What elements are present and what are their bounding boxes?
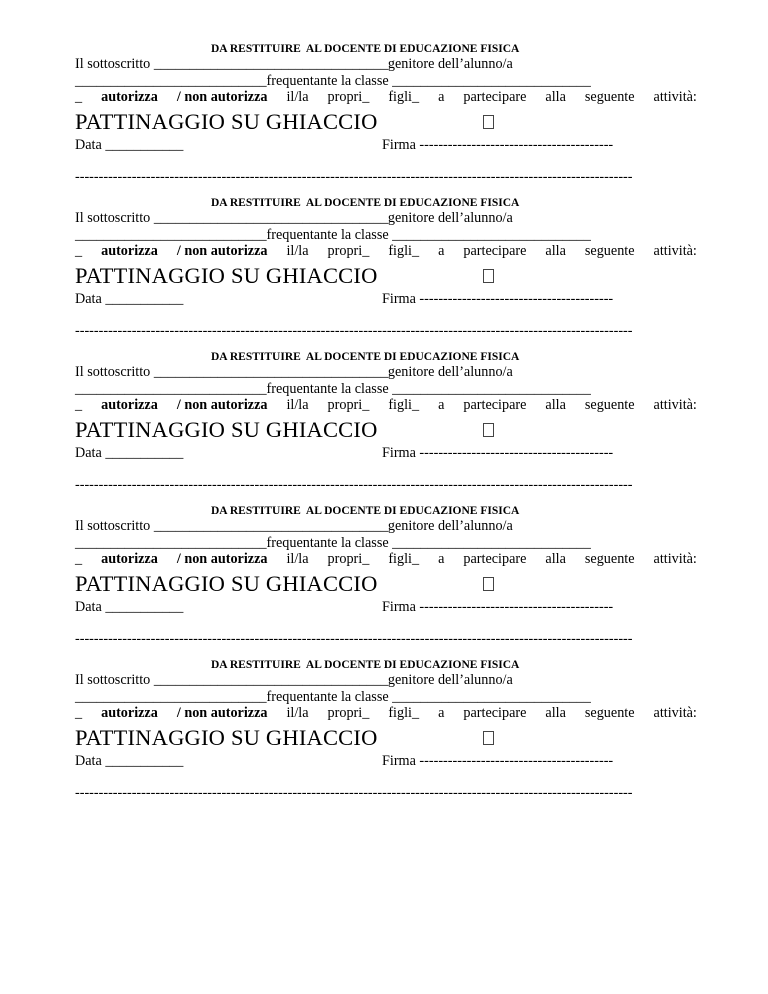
not-authorize-option: / non autorizza [176,89,268,105]
authorization-blank: _ [75,89,83,105]
cut-line: ---------------------------------------------------------------------------------------------------------------------- [75,477,633,493]
authorization-word: a [438,243,445,259]
authorize-option: autorizza [101,243,158,259]
authorization-line [75,551,697,568]
signature-field: Firma ----------------------------------------- [382,599,614,615]
slip-heading: DA RESTITUIRE AL DOCENTE DI EDUCAZIONE FISICA [211,505,520,517]
authorization-word: alla [545,243,566,259]
authorization-slip [0,42,768,196]
authorization-word: seguente [584,243,635,259]
not-authorize-option: / non autorizza [176,397,268,413]
authorization-word: a [438,397,445,413]
authorization-word: il/la [286,397,309,413]
date-field: Data ___________ [75,291,184,307]
slip-heading: DA RESTITUIRE AL DOCENTE DI EDUCAZIONE FISICA [211,659,520,671]
authorization-blank: _ [75,243,83,259]
authorization-word: figli_ [388,397,420,413]
authorization-word: seguente [584,551,635,567]
parent-name-line: Il sottoscritto _________________________________genitore dell’alunno/a [75,672,513,688]
authorization-word: attività: [653,243,697,259]
activity-title: PATTINAGGIO SU GHIACCIO [75,417,378,442]
authorization-slip [0,350,768,504]
authorization-word: propri_ [327,243,370,259]
authorization-word: partecipare [463,243,527,259]
cut-line: ---------------------------------------------------------------------------------------------------------------------- [75,323,633,339]
date-field: Data ___________ [75,445,184,461]
cut-line: ---------------------------------------------------------------------------------------------------------------------- [75,631,633,647]
authorize-option: autorizza [101,89,158,105]
not-authorize-option: / non autorizza [176,705,268,721]
authorize-option: autorizza [101,397,158,413]
activity-checkbox[interactable] [483,731,494,745]
authorization-word: a [438,705,445,721]
authorization-slip [0,196,768,350]
slip-heading: DA RESTITUIRE AL DOCENTE DI EDUCAZIONE FISICA [211,351,520,363]
authorization-slip [0,658,768,812]
authorization-word: propri_ [327,397,370,413]
student-class-line: ___________________________frequentante la classe ____________________________ [75,381,591,397]
authorization-line [75,243,697,260]
authorization-word: seguente [584,89,635,105]
slip-heading: DA RESTITUIRE AL DOCENTE DI EDUCAZIONE FISICA [211,43,520,55]
authorization-word: seguente [584,397,635,413]
authorization-blank: _ [75,551,83,567]
activity-checkbox[interactable] [483,423,494,437]
authorization-word: alla [545,551,566,567]
student-class-line: ___________________________frequentante la classe ____________________________ [75,73,591,89]
authorization-word: il/la [286,705,309,721]
signature-field: Firma ----------------------------------------- [382,137,614,153]
parent-name-line: Il sottoscritto _________________________________genitore dell’alunno/a [75,518,513,534]
authorization-word: alla [545,89,566,105]
authorization-word: a [438,89,445,105]
date-field: Data ___________ [75,753,184,769]
authorization-word: attività: [653,551,697,567]
activity-title: PATTINAGGIO SU GHIACCIO [75,109,378,134]
slip-heading: DA RESTITUIRE AL DOCENTE DI EDUCAZIONE FISICA [211,197,520,209]
authorization-word: figli_ [388,243,420,259]
date-field: Data ___________ [75,599,184,615]
date-field: Data ___________ [75,137,184,153]
form-list [0,42,768,812]
authorization-blank: _ [75,705,83,721]
parent-name-line: Il sottoscritto _________________________________genitore dell’alunno/a [75,210,513,226]
cut-line: ---------------------------------------------------------------------------------------------------------------------- [75,169,633,185]
activity-checkbox[interactable] [483,269,494,283]
signature-field: Firma ----------------------------------------- [382,445,614,461]
authorize-option: autorizza [101,705,158,721]
authorization-line [75,705,697,722]
authorization-line [75,397,697,414]
signature-field: Firma ----------------------------------------- [382,753,614,769]
activity-checkbox[interactable] [483,577,494,591]
authorization-word: attività: [653,397,697,413]
authorize-option: autorizza [101,551,158,567]
parent-name-line: Il sottoscritto _________________________________genitore dell’alunno/a [75,364,513,380]
authorization-word: partecipare [463,705,527,721]
authorization-word: attività: [653,705,697,721]
signature-field: Firma ----------------------------------------- [382,291,614,307]
not-authorize-option: / non autorizza [176,243,268,259]
authorization-slip [0,504,768,658]
activity-checkbox[interactable] [483,115,494,129]
authorization-line [75,89,697,106]
not-authorize-option: / non autorizza [176,551,268,567]
authorization-word: figli_ [388,551,420,567]
authorization-word: il/la [286,551,309,567]
authorization-blank: _ [75,397,83,413]
authorization-word: a [438,551,445,567]
authorization-word: propri_ [327,705,370,721]
cut-line: ---------------------------------------------------------------------------------------------------------------------- [75,785,633,801]
authorization-word: il/la [286,89,309,105]
activity-title: PATTINAGGIO SU GHIACCIO [75,571,378,596]
authorization-word: il/la [286,243,309,259]
student-class-line: ___________________________frequentante la classe ____________________________ [75,227,591,243]
authorization-word: partecipare [463,551,527,567]
activity-title: PATTINAGGIO SU GHIACCIO [75,725,378,750]
authorization-word: seguente [584,705,635,721]
student-class-line: ___________________________frequentante la classe ____________________________ [75,689,591,705]
authorization-word: partecipare [463,89,527,105]
student-class-line: ___________________________frequentante la classe ____________________________ [75,535,591,551]
authorization-word: figli_ [388,705,420,721]
authorization-word: propri_ [327,89,370,105]
authorization-word: partecipare [463,397,527,413]
authorization-word: attività: [653,89,697,105]
parent-name-line: Il sottoscritto _________________________________genitore dell’alunno/a [75,56,513,72]
authorization-word: figli_ [388,89,420,105]
authorization-word: alla [545,397,566,413]
authorization-word: propri_ [327,551,370,567]
activity-title: PATTINAGGIO SU GHIACCIO [75,263,378,288]
authorization-word: alla [545,705,566,721]
